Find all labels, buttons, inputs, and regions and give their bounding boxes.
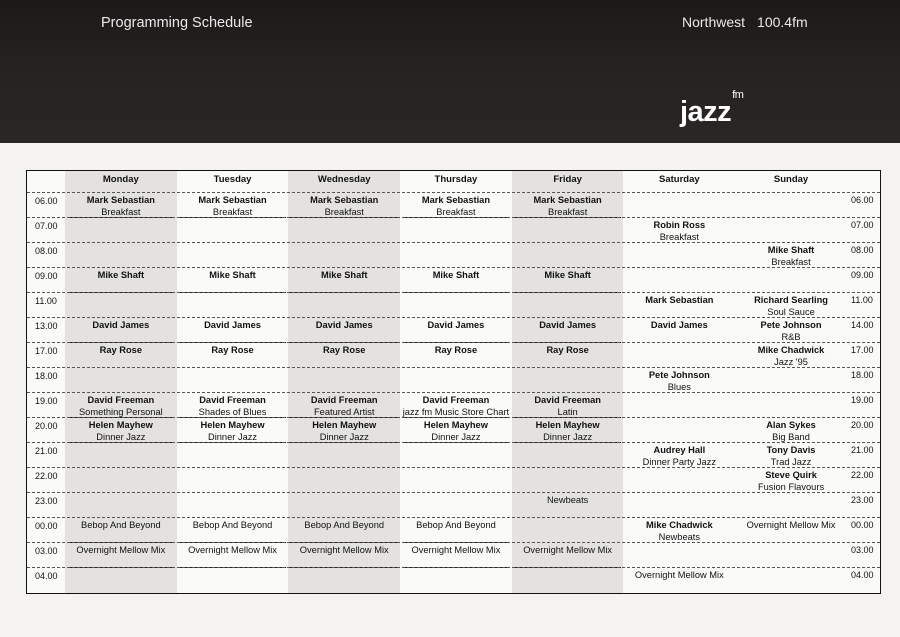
program-cell xyxy=(735,320,847,343)
row-divider xyxy=(27,567,880,568)
program-title: Trad Jazz xyxy=(770,456,812,467)
program-cell xyxy=(65,320,177,332)
time-label-left: 03.00 xyxy=(35,546,58,556)
program-host: Bebop And Beyond xyxy=(304,520,385,530)
program-title: Breakfast xyxy=(548,206,588,217)
program-cell xyxy=(512,495,624,507)
program-title: Dinner Jazz xyxy=(319,431,369,442)
program-host: Pete Johnson xyxy=(760,320,822,330)
program-cell xyxy=(400,420,512,443)
program-host: Overnight Mellow Mix xyxy=(411,545,501,555)
program-cell xyxy=(400,395,512,418)
program-host: Helen Mayhew xyxy=(423,420,488,430)
program-cell xyxy=(177,195,289,218)
program-title: Featured Artist xyxy=(314,406,375,417)
program-host: Ray Rose xyxy=(99,345,143,355)
row-divider xyxy=(27,392,880,393)
day-column-shade xyxy=(512,171,624,593)
program-cell xyxy=(177,545,289,557)
program-cell xyxy=(735,520,847,532)
program-cell xyxy=(288,420,400,443)
program-host: David James xyxy=(92,320,150,330)
program-title: Breakfast xyxy=(324,206,364,217)
program-cell xyxy=(512,395,624,418)
program-host: Audrey Hall xyxy=(653,445,706,455)
program-host: Ray Rose xyxy=(211,345,254,355)
program-host: Ray Rose xyxy=(546,345,589,355)
program-cell xyxy=(65,420,177,443)
time-label-left: 20.00 xyxy=(35,421,58,431)
program-cell xyxy=(177,345,289,357)
row-divider xyxy=(27,292,880,293)
program-host: David Freeman xyxy=(422,395,490,405)
program-cell xyxy=(624,570,736,582)
program-cell xyxy=(177,320,289,332)
program-title: Soul Sauce xyxy=(767,306,815,317)
program-cell xyxy=(288,320,400,332)
program-host: Overnight Mellow Mix xyxy=(634,570,724,580)
day-header: Friday xyxy=(553,174,582,185)
program-title: Jazz '95 xyxy=(774,356,808,367)
program-cell xyxy=(177,520,289,532)
day-header: Saturday xyxy=(659,174,700,185)
program-title: Breakfast xyxy=(659,231,699,242)
program-cell xyxy=(400,195,512,218)
program-cell xyxy=(735,470,847,493)
program-cell xyxy=(512,195,624,218)
program-host: Mark Sebastian xyxy=(310,195,379,205)
time-label-left: 17.00 xyxy=(35,346,58,356)
time-label-right: 22.00 xyxy=(851,470,874,480)
program-host: Bebop And Beyond xyxy=(416,520,496,530)
row-divider xyxy=(27,192,880,193)
program-host: David Freeman xyxy=(199,395,266,405)
day-header: Sunday xyxy=(773,174,809,185)
program-title: Dinner Party Jazz xyxy=(642,456,717,467)
time-label-right: 11.00 xyxy=(851,295,873,305)
program-title: Newbeats xyxy=(658,531,701,542)
program-title: Breakfast xyxy=(101,206,141,217)
program-cell xyxy=(735,445,847,468)
program-cell xyxy=(735,295,847,318)
program-title: Dinner Jazz xyxy=(96,431,146,442)
program-host: Mike Shaft xyxy=(432,270,480,280)
program-cell xyxy=(65,195,177,218)
time-label-left: 19.00 xyxy=(35,396,58,406)
program-host: David James xyxy=(427,320,485,330)
time-label-left: 21.00 xyxy=(35,446,58,456)
program-host: David James xyxy=(204,320,261,330)
program-cell xyxy=(400,520,512,532)
program-cell xyxy=(288,270,400,282)
program-host: Alan Sykes xyxy=(766,420,816,430)
time-label-right: 19.00 xyxy=(851,395,874,405)
program-title: R&B xyxy=(781,331,801,342)
program-title: Dinner Jazz xyxy=(431,431,481,442)
time-label-right: 07.00 xyxy=(851,220,874,230)
program-cell xyxy=(512,320,624,332)
program-cell xyxy=(288,545,400,557)
time-label-left: 11.00 xyxy=(35,296,57,306)
program-cell xyxy=(735,245,847,268)
time-label-left: 23.00 xyxy=(35,496,58,506)
program-host: Mark Sebastian xyxy=(86,195,155,205)
time-label-left: 04.00 xyxy=(35,571,58,581)
program-host: David James xyxy=(650,320,708,330)
program-host: Steve Quirk xyxy=(765,470,817,480)
time-label-right: 03.00 xyxy=(851,545,874,555)
row-divider xyxy=(27,242,880,243)
time-label-right: 23.00 xyxy=(851,495,874,505)
time-label-left: 07.00 xyxy=(35,221,58,231)
program-cell xyxy=(735,420,847,443)
program-cell xyxy=(624,520,736,543)
program-host: Overnight Mellow Mix xyxy=(76,545,166,555)
program-host: Tony Davis xyxy=(766,445,816,455)
program-host: Mike Shaft xyxy=(320,270,368,280)
program-host: Overnight Mellow Mix xyxy=(523,545,613,555)
program-cell xyxy=(65,520,177,532)
row-divider xyxy=(27,542,880,543)
time-label-right: 08.00 xyxy=(851,245,874,255)
program-cell xyxy=(735,345,847,368)
day-header: Tuesday xyxy=(213,174,252,185)
program-cell xyxy=(177,395,289,418)
program-title: Fusion Flavours xyxy=(757,481,825,492)
program-cell xyxy=(65,545,177,557)
program-host: David James xyxy=(315,320,373,330)
program-host: Mike Shaft xyxy=(209,270,256,280)
program-host: Helen Mayhew xyxy=(88,420,153,430)
station-info xyxy=(682,14,820,30)
time-label-right: 14.00 xyxy=(851,320,874,330)
program-host: Mark Sebastian xyxy=(645,295,714,305)
program-host: Helen Mayhew xyxy=(535,420,600,430)
program-host: Newbeats xyxy=(546,495,589,505)
program-cell xyxy=(512,420,624,443)
program-cell xyxy=(177,270,289,282)
program-cell xyxy=(624,445,736,468)
program-host: Mike Shaft xyxy=(767,245,815,255)
program-host: Richard Searling xyxy=(754,295,828,305)
program-host: Overnight Mellow Mix xyxy=(746,520,836,530)
program-cell xyxy=(512,345,624,357)
program-host: Ray Rose xyxy=(323,345,366,355)
station-name: Northwest xyxy=(682,14,746,30)
program-host: David James xyxy=(539,320,597,330)
row-divider xyxy=(27,517,880,518)
program-cell xyxy=(624,220,736,243)
program-host: David Freeman xyxy=(534,395,601,405)
program-cell xyxy=(400,545,512,557)
program-cell xyxy=(288,520,400,532)
time-label-left: 22.00 xyxy=(35,471,58,481)
program-host: Helen Mayhew xyxy=(200,420,265,430)
program-cell xyxy=(65,270,177,282)
program-cell xyxy=(177,420,289,443)
program-cell xyxy=(624,370,736,393)
station-frequency: 100.4fm xyxy=(757,14,808,30)
time-label-right: 17.00 xyxy=(851,345,874,355)
program-title: Breakfast xyxy=(771,256,811,267)
program-title: Dinner Jazz xyxy=(543,431,593,442)
time-label-right: 18.00 xyxy=(851,370,874,380)
program-host: Bebop And Beyond xyxy=(192,520,273,530)
time-label-right: 00.00 xyxy=(851,520,874,530)
time-label-left: 13.00 xyxy=(35,321,58,331)
day-header: Wednesday xyxy=(317,174,371,185)
program-title: Breakfast xyxy=(212,206,253,217)
program-host: Mike Shaft xyxy=(97,270,145,280)
time-label-left: 06.00 xyxy=(35,196,58,206)
program-host: Ray Rose xyxy=(434,345,478,355)
program-title: Something Personal xyxy=(78,406,163,417)
day-header: Monday xyxy=(102,174,139,185)
program-cell xyxy=(65,345,177,357)
program-title: Big Band xyxy=(772,431,810,442)
program-cell xyxy=(400,270,512,282)
program-host: Overnight Mellow Mix xyxy=(188,545,277,555)
day-header: Thursday xyxy=(434,174,478,185)
program-cell xyxy=(624,295,736,307)
program-title: Latin xyxy=(557,406,578,417)
schedule-grid xyxy=(26,170,881,594)
program-cell xyxy=(65,395,177,418)
document-title: Programming Schedule xyxy=(101,15,253,31)
program-host: David Freeman xyxy=(310,395,378,405)
logo-superscript: fm xyxy=(732,89,744,102)
program-host: Mike Chadwick xyxy=(757,345,825,355)
time-label-left: 08.00 xyxy=(35,246,58,256)
program-host: Overnight Mellow Mix xyxy=(299,545,389,555)
program-host: Mark Sebastian xyxy=(533,195,602,205)
time-label-right: 06.00 xyxy=(851,195,874,205)
time-label-left: 18.00 xyxy=(35,371,58,381)
time-label-right: 21.00 xyxy=(851,445,874,455)
logo-text: jazz xyxy=(680,96,732,128)
program-host: David Freeman xyxy=(87,395,155,405)
program-host: Mark Sebastian xyxy=(198,195,267,205)
program-host: Robin Ross xyxy=(653,220,706,230)
program-cell xyxy=(512,270,624,282)
jazz-fm-logo xyxy=(680,89,744,129)
time-label-right: 20.00 xyxy=(851,420,874,430)
program-cell xyxy=(288,395,400,418)
time-label-left: 00.00 xyxy=(35,521,58,531)
program-host: Bebop And Beyond xyxy=(81,520,161,530)
program-cell xyxy=(288,345,400,357)
time-label-left: 09.00 xyxy=(35,271,58,281)
program-host: Helen Mayhew xyxy=(312,420,377,430)
program-cell xyxy=(512,545,624,557)
program-title: Blues xyxy=(667,381,691,392)
program-title: jazz fm Music Store Chart xyxy=(402,406,510,417)
page-header xyxy=(0,0,900,143)
program-title: Breakfast xyxy=(436,206,476,217)
program-host: Pete Johnson xyxy=(648,370,710,380)
program-cell xyxy=(400,320,512,332)
program-cell xyxy=(400,345,512,357)
program-cell xyxy=(624,320,736,332)
program-cell xyxy=(288,195,400,218)
program-host: Mike Shaft xyxy=(544,270,591,280)
program-title: Dinner Jazz xyxy=(207,431,258,442)
program-host: Mike Chadwick xyxy=(646,520,713,530)
time-label-right: 04.00 xyxy=(851,570,874,580)
time-label-right: 09.00 xyxy=(851,270,874,280)
program-title: Shades of Blues xyxy=(198,406,267,417)
program-host: Mark Sebastian xyxy=(421,195,491,205)
